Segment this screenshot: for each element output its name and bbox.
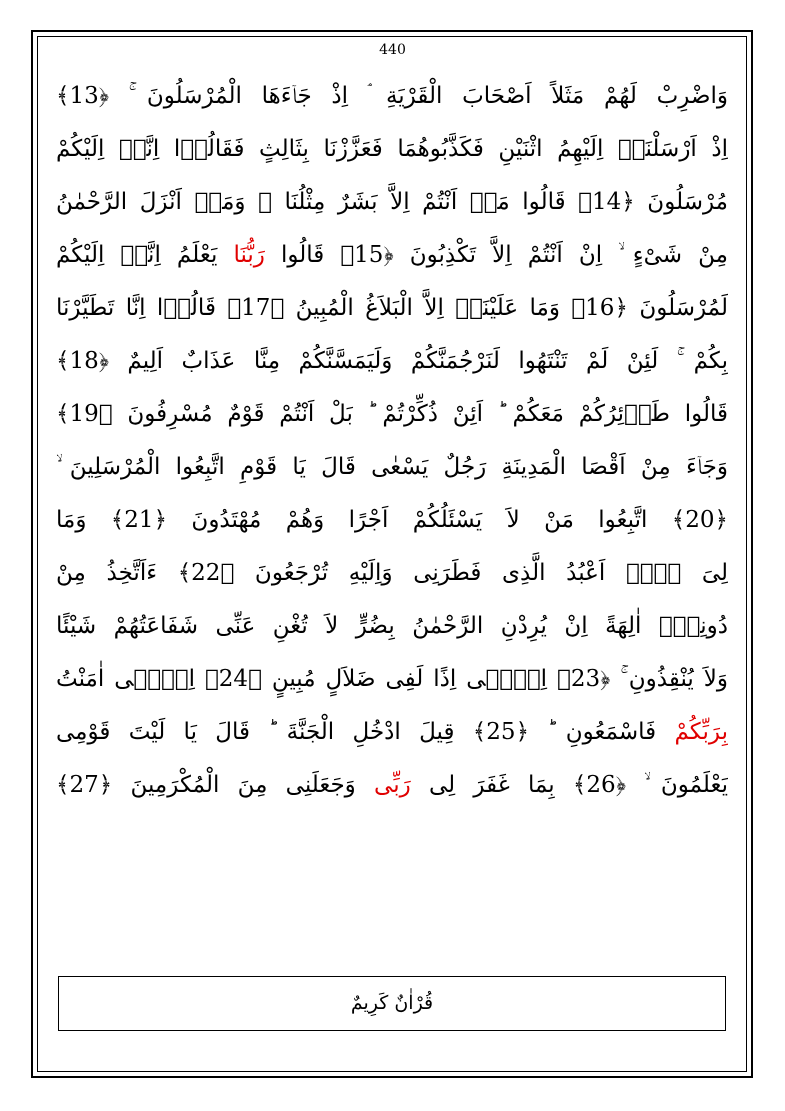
verse-text: مِنْ شَىْءٍ ۙ اِنْ اَنْتُمْ اِلاَّ تَكْذِبُونَ ﴿15﴾ قَالُوا — [264, 242, 728, 268]
verse-text: بِكُمْ ۚ لَئِنْ لَمْ تَنْتَهُوا لَنَرْجُمَنَّكُمْ وَلَيَمَسَّنَّكُمْ مِنَّا عَذَابٌ اَلِيمٌ ﴿18﴾ — [56, 348, 728, 374]
verse-text: يَعْلَمُونَ ۙ ﴿26﴾ بِمَا غَفَرَ لِى — [410, 772, 728, 798]
quran-text-body — [56, 70, 728, 812]
text-line — [56, 706, 728, 759]
text-line — [56, 123, 728, 176]
verse-text: وَجَاۤءَ مِنْ اَقْصَا الْمَدِينَةِ رَجُلٌ يَسْعٰى قَالَ يَا قَوْمِ اتَّبِعُوا الْمُرْسَلِينَ ۙ — [56, 454, 728, 480]
text-line — [56, 335, 728, 388]
text-line — [56, 653, 728, 706]
text-line — [56, 176, 728, 229]
verse-text: لِىَ لاَۤ اَعْبُدُ الَّذِى فَطَرَنِى وَاِلَيْهِ تُرْجَعُونَ ﴿22﴾ ءَاَتَّخِذُ مِنْ — [56, 560, 728, 586]
verse-text: يَعْلَمُ اِنَّاۤ اِلَيْكُمْ — [56, 242, 234, 268]
text-line — [56, 441, 728, 494]
text-line — [56, 547, 728, 600]
verse-text: وَجَعَلَنِى مِنَ الْمُكْرَمِينَ ﴿27﴾ — [56, 772, 375, 798]
text-line — [56, 70, 728, 123]
text-line — [56, 600, 728, 653]
text-line — [56, 229, 728, 282]
verse-text: وَلاَ يُنْقِذُونِ ۚ ﴿23﴾ اِنِّۤى اِذًا لَفِى ضَلاَلٍ مُبِينٍ ﴿24﴾ اِنِّۤى اٰمَنْتُ — [56, 666, 728, 692]
highlighted-word: رَبُّنَا — [233, 242, 265, 268]
verse-text: مُرْسَلُونَ ﴿14﴾ قَالُوا مَاۤ اَنْتُمْ اِلاَّ بَشَرٌ مِثْلُنَا ۙ وَمَاۤ اَنْزَلَ الرَّحْمٰنُ — [56, 189, 728, 215]
verse-text: قَالُوا طَاۤئِرُكُمْ مَعَكُمْ ؕ اَئِنْ ذُكِّرْتُمْ ؕ بَلْ اَنْتُمْ قَوْمٌ مُسْرِفُونَ ﴿19﴾ — [56, 401, 728, 427]
page-number: 440 — [379, 42, 406, 58]
verse-text: ﴿20﴾ اتَّبِعُوا مَنْ لاَ يَسْئَلُكُمْ اَجْرًا وَهُمْ مُهْتَدُونَ ﴿21﴾ وَمَا — [56, 507, 728, 533]
highlighted-word: بِرَبِّكُمْ — [674, 719, 728, 745]
text-line — [56, 494, 728, 547]
footer-title: قُرْاٰنٌ كَرِيمٌ — [350, 992, 434, 1014]
verse-text: وَاضْرِبْ لَهُمْ مَثَلاً اَصْحَابَ الْقَرْيَةِ ۘ اِذْ جَاۤءَهَا الْمُرْسَلُونَ ۚ ﴿13﴾ — [56, 83, 728, 109]
verse-text: لَمُرْسَلُونَ ﴿16﴾ وَمَا عَلَيْنَاۤ اِلاَّ الْبَلاَغُ الْمُبِينُ ﴿17﴾ قَالُوۤا اِنَّا تَطَيَّرْنَا — [56, 295, 728, 321]
text-line — [56, 282, 728, 335]
verse-text: اِذْ اَرْسَلْنَاۤ اِلَيْهِمُ اثْنَيْنِ فَكَذَّبُوهُمَا فَعَزَّزْنَا بِثَالِثٍ فَقَالُوۤا اِنَّاۤ اِلَيْكُمْ — [56, 136, 728, 162]
footer-box — [58, 976, 726, 1031]
text-line — [56, 759, 728, 812]
highlighted-word: رَبِّى — [374, 772, 411, 798]
text-line — [56, 388, 728, 441]
verse-text: دُونِهِۤ اٰلِهَةً اِنْ يُرِدْنِ الرَّحْمٰنُ بِضُرٍّ لاَ تُغْنِ عَنِّى شَفَاعَتُهُمْ شَيْئًا — [56, 613, 728, 639]
verse-text: فَاسْمَعُونِ ؕ ﴿25﴾ قِيلَ ادْخُلِ الْجَنَّةَ ؕ قَالَ يَا لَيْتَ قَوْمِى — [56, 719, 675, 745]
